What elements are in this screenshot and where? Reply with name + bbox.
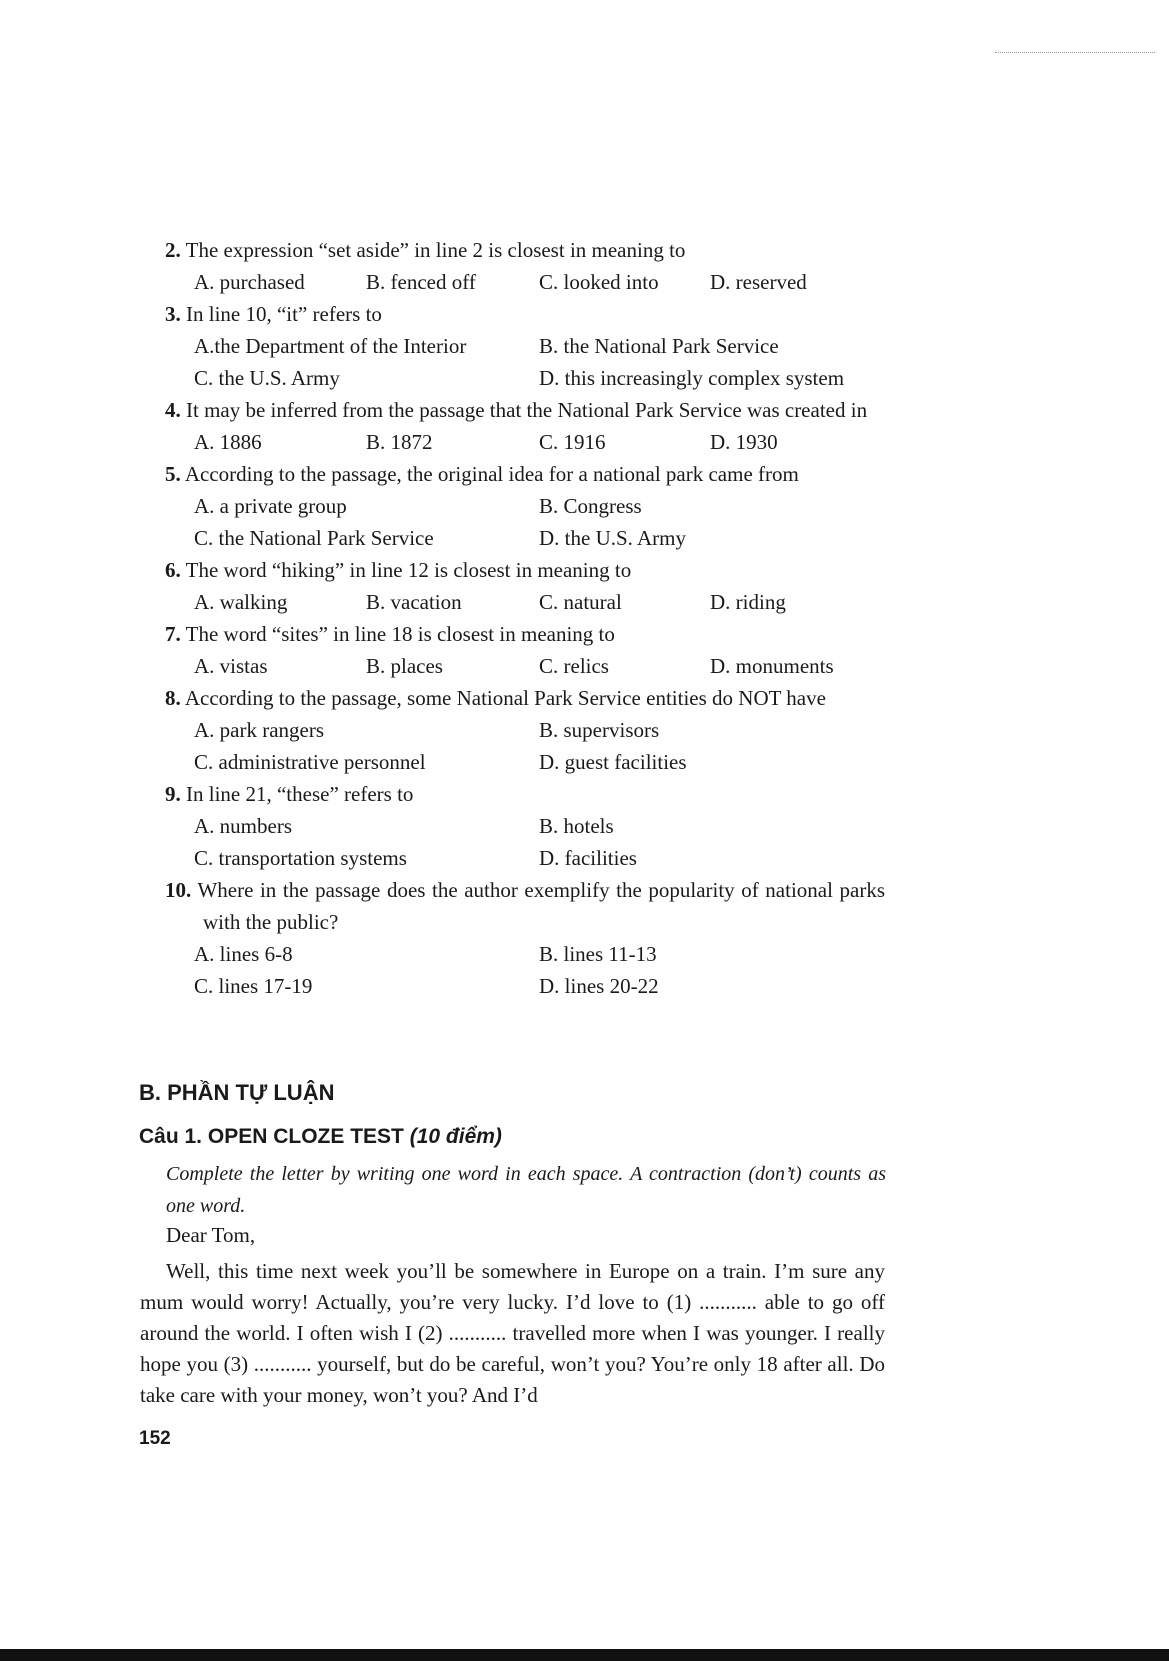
answer-option: C. the National Park Service (194, 526, 434, 550)
question-number: 3. (165, 302, 181, 326)
options-row (165, 810, 885, 842)
answer-option: A. vistas (194, 654, 268, 678)
question-text: According to the passage, the original idea for a national park came from (184, 462, 799, 486)
options-row (165, 266, 885, 298)
answer-option: C. natural (539, 590, 622, 614)
answer-option: B. vacation (366, 590, 462, 614)
answer-option: A. lines 6-8 (194, 942, 293, 966)
question-number: 7. (165, 622, 181, 646)
answer-option: D. riding (710, 590, 786, 614)
question-stem (165, 778, 885, 810)
options-row (165, 650, 885, 682)
options-row (165, 490, 885, 522)
answer-option: A. 1886 (194, 430, 262, 454)
question-number: 5. (165, 462, 181, 486)
question-text: In line 21, “these” refers to (186, 782, 414, 806)
options-row (165, 842, 885, 874)
page-number: 152 (139, 1428, 171, 1449)
answer-option: C. 1916 (539, 430, 606, 454)
answer-option: D. guest facilities (539, 750, 687, 774)
question-stem (165, 394, 885, 426)
question-item (165, 778, 885, 874)
question-number: 10. (165, 878, 192, 902)
answer-option: B. hotels (539, 814, 614, 838)
scan-bottom-border (0, 1649, 1169, 1661)
question-text: The word “sites” in line 18 is closest in meaning to (185, 622, 615, 646)
question-stem (165, 874, 885, 938)
answer-option: C. transportation systems (194, 846, 407, 870)
answer-option: A. park rangers (194, 718, 325, 742)
answer-option: B. supervisors (539, 718, 660, 742)
question-item (165, 554, 885, 618)
question-text: The word “hiking” in line 12 is closest in meaning to (185, 558, 632, 582)
instruction-text: Complete the letter by writing one word in each space. A contraction (don’t) counts as one word. (166, 1163, 886, 1217)
question-number: 6. (165, 558, 181, 582)
options-row (165, 714, 885, 746)
question-text: The expression “set aside” in line 2 is closest in meaning to (185, 238, 686, 262)
answer-option: A. purchased (194, 270, 305, 294)
answer-option: B. the National Park Service (539, 334, 779, 358)
answer-option: C. lines 17-19 (194, 974, 313, 998)
answer-option: A.the Department of the Interior (194, 334, 467, 358)
answer-option: C. looked into (539, 270, 659, 294)
answer-option: C. relics (539, 654, 609, 678)
question-item (165, 874, 885, 1002)
question-text: In line 10, “it” refers to (186, 302, 382, 326)
question-item (165, 618, 885, 682)
answer-option: C. the U.S. Army (194, 366, 340, 390)
answer-option: D. monuments (710, 654, 834, 678)
question-item (165, 458, 885, 554)
cau1-heading (139, 1125, 502, 1149)
answer-option: C. administrative personnel (194, 750, 426, 774)
question-list (165, 234, 885, 1002)
options-row (165, 746, 885, 778)
question-number: 2. (165, 238, 181, 262)
letter-paragraph: Well, this time next week you’ll be somewhere in Europe on a train. I’m sure any mum would worry! Actually, you’re very lucky. I’d love to (1) ........... able to go off around the world. I often wish I (2) ........... travelled more when I was younger. I really hope you (3) ........... yourself, but do be careful, won’t you? You’re only 18 after all. Do take care with your money, won’t you? And I’d (140, 1259, 885, 1407)
options-row (165, 522, 885, 554)
cau1-title: Câu 1. OPEN CLOZE TEST (139, 1125, 404, 1148)
question-stem (165, 298, 885, 330)
question-stem (165, 458, 885, 490)
answer-option: B. 1872 (366, 430, 433, 454)
answer-option: D. facilities (539, 846, 637, 870)
answer-option: D. 1930 (710, 430, 778, 454)
options-row (165, 586, 885, 618)
answer-option: D. lines 20-22 (539, 974, 659, 998)
question-stem (165, 554, 885, 586)
answer-option: A. a private group (194, 494, 347, 518)
scan-artifact-line (995, 52, 1155, 53)
answer-option: B. places (366, 654, 443, 678)
question-text: It may be inferred from the passage that the National Park Service was created in (186, 398, 868, 422)
question-item (165, 298, 885, 394)
question-item (165, 682, 885, 778)
options-row (165, 426, 885, 458)
letter-salutation: Dear Tom, (166, 1223, 256, 1247)
question-number: 8. (165, 686, 181, 710)
cau1-points: (10 điểm) (409, 1125, 502, 1148)
question-number: 9. (165, 782, 181, 806)
answer-option: A. numbers (194, 814, 292, 838)
question-stem (165, 618, 885, 650)
options-row (165, 970, 885, 1002)
answer-option: B. lines 11-13 (539, 942, 657, 966)
answer-option: B. Congress (539, 494, 642, 518)
answer-option: D. this increasingly complex system (539, 366, 845, 390)
question-number: 4. (165, 398, 181, 422)
answer-option: D. reserved (710, 270, 807, 294)
options-row (165, 330, 885, 362)
question-stem (165, 234, 885, 266)
letter-body (140, 1256, 885, 1411)
answer-option: D. the U.S. Army (539, 526, 686, 550)
options-row (165, 938, 885, 970)
section-b-heading: B. PHẦN TỰ LUẬN (139, 1080, 335, 1105)
answer-option: B. fenced off (366, 270, 476, 294)
question-item (165, 394, 885, 458)
question-text: According to the passage, some National Park Service entities do NOT have (184, 686, 826, 710)
question-stem (165, 682, 885, 714)
question-text: Where in the passage does the author exemplify the popularity of national parks with the public? (197, 878, 885, 934)
question-item (165, 234, 885, 298)
answer-option: A. walking (194, 590, 288, 614)
options-row (165, 362, 885, 394)
